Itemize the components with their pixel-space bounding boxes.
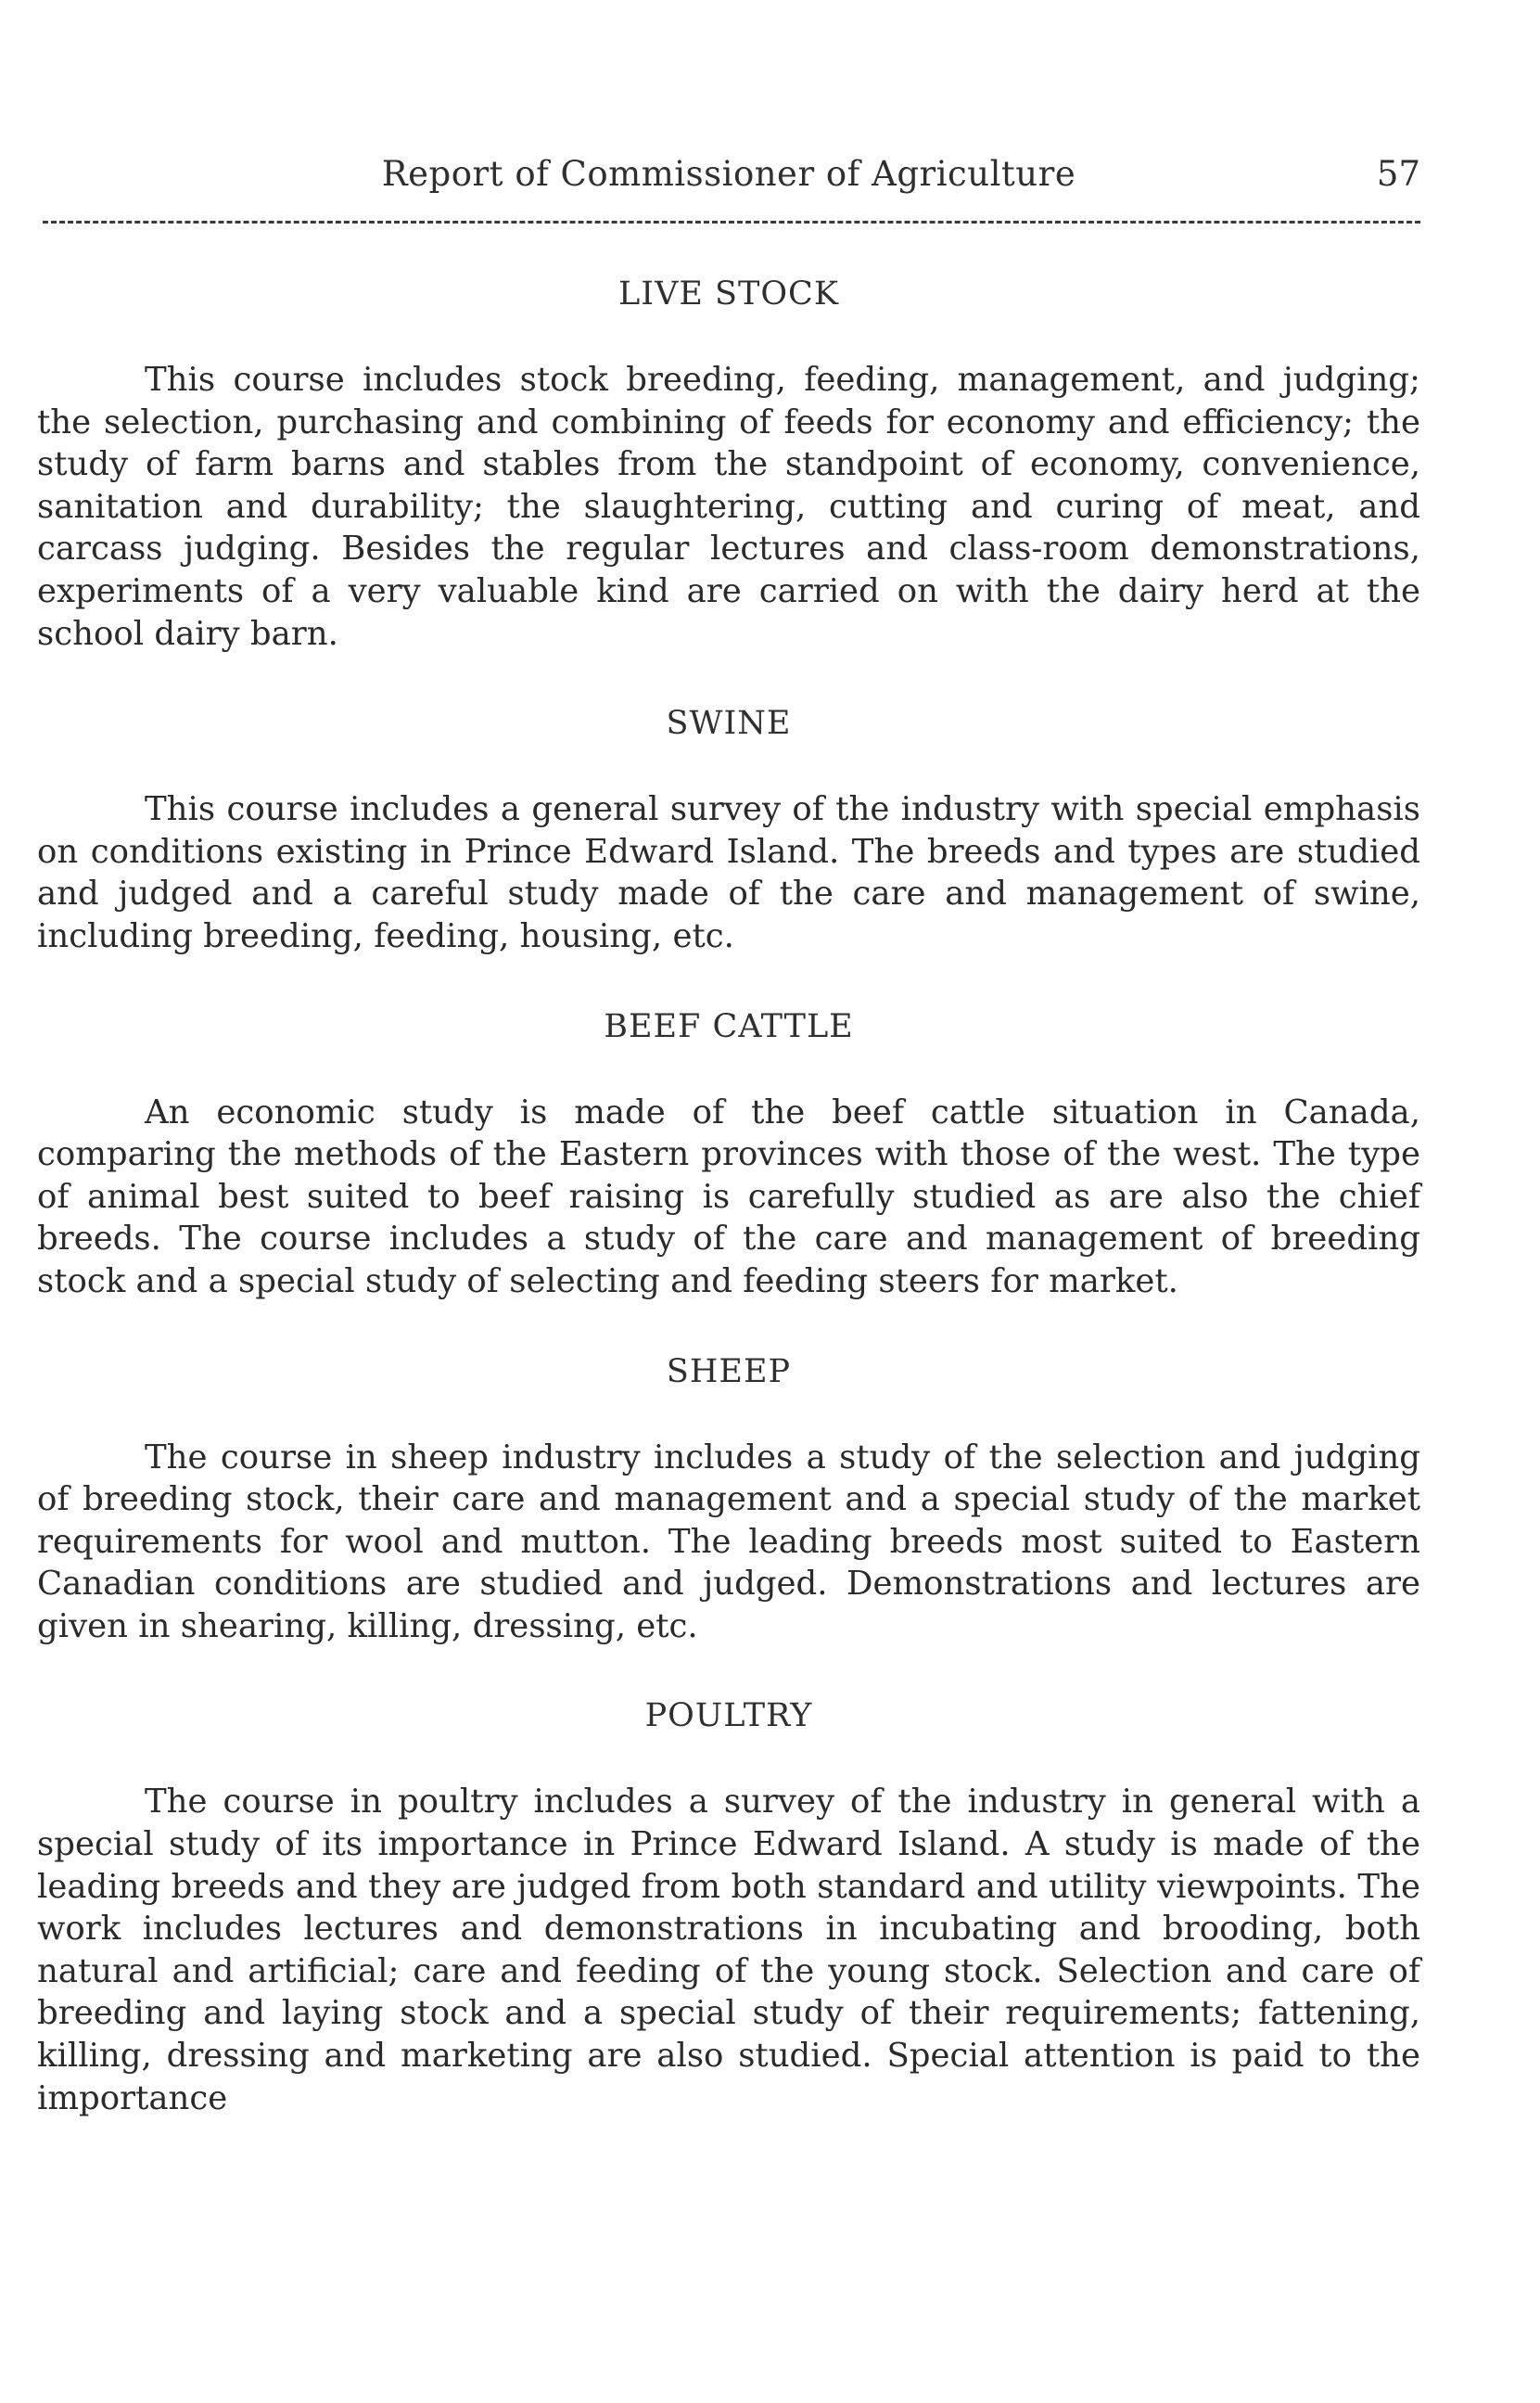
section-sheep: [37, 1351, 1420, 1648]
header-rule: [43, 221, 1420, 224]
section-paragraph: This course includes stock breeding, feeding, management, and judging; the selection, purchasing and combining of feeds for economy and efficiency; the study of farm barns and stables from the standpoint of economy, convenience, sanitation and durability; the slaughtering, cutting and curing of meat, and carcass judging. Besides the regular lectures and class-room demonstrations, experiments of a very valuable kind are carried on with the dairy herd at the school dairy barn.: [37, 361, 1420, 653]
page-number: 57: [1376, 154, 1420, 194]
section-title: BEEF CATTLE: [604, 1007, 854, 1045]
section-beef-cattle: [37, 1006, 1420, 1303]
section-paragraph: An economic study is made of the beef cattle situation in Canada, comparing the methods of the Eastern provinces with those of the west. The type of animal best suited to beef raising is carefully studied as are also the chief breeds. The course includes a study of the care and management of breeding stock and a special study of selecting and feeding steers for market.: [37, 1093, 1420, 1300]
section-poultry: [37, 1695, 1420, 2119]
section-paragraph: The course in poultry includes a survey of the industry in general with a special study of its importance in Prince Edward Island. A study is made of the leading breeds and they are judged from both standard and utility viewpoints. The work includes lectures and demonstrations in incubating and brooding, both natural and artificial; care and feeding of the young stock. Selection and care of breeding and laying stock and a special study of their requirements; fattening, killing, dressing and marketing are also studied. Special attention is paid to the importance: [37, 1783, 1420, 2117]
section-paragraph: This course includes a general survey of the industry with special emphasis on conditions existing in Prince Edward Island. The breeds and types are studied and judged and a careful study made of the care and management of swine, including breeding, feeding, housing, etc.: [37, 790, 1420, 955]
section-title: SHEEP: [666, 1352, 792, 1390]
page-body: [37, 274, 1420, 2119]
section-live-stock: [37, 274, 1420, 655]
section-title: LIVE STOCK: [618, 275, 839, 313]
section-title: POULTRY: [644, 1697, 813, 1735]
running-head-title: Report of Commissioner of Agriculture: [381, 154, 1076, 194]
section-title: SWINE: [666, 705, 792, 743]
page-header: [37, 154, 1420, 210]
section-swine: [37, 703, 1420, 957]
section-paragraph: The course in sheep industry includes a study of the selection and judging of breeding stock, their care and management and a special study of the market requirements for wool and mutton. The leading breeds most suited to Eastern Canadian conditions are studied and judged. Demonstrations and lectures are given in shearing, killing, dressing, etc.: [37, 1438, 1420, 1645]
